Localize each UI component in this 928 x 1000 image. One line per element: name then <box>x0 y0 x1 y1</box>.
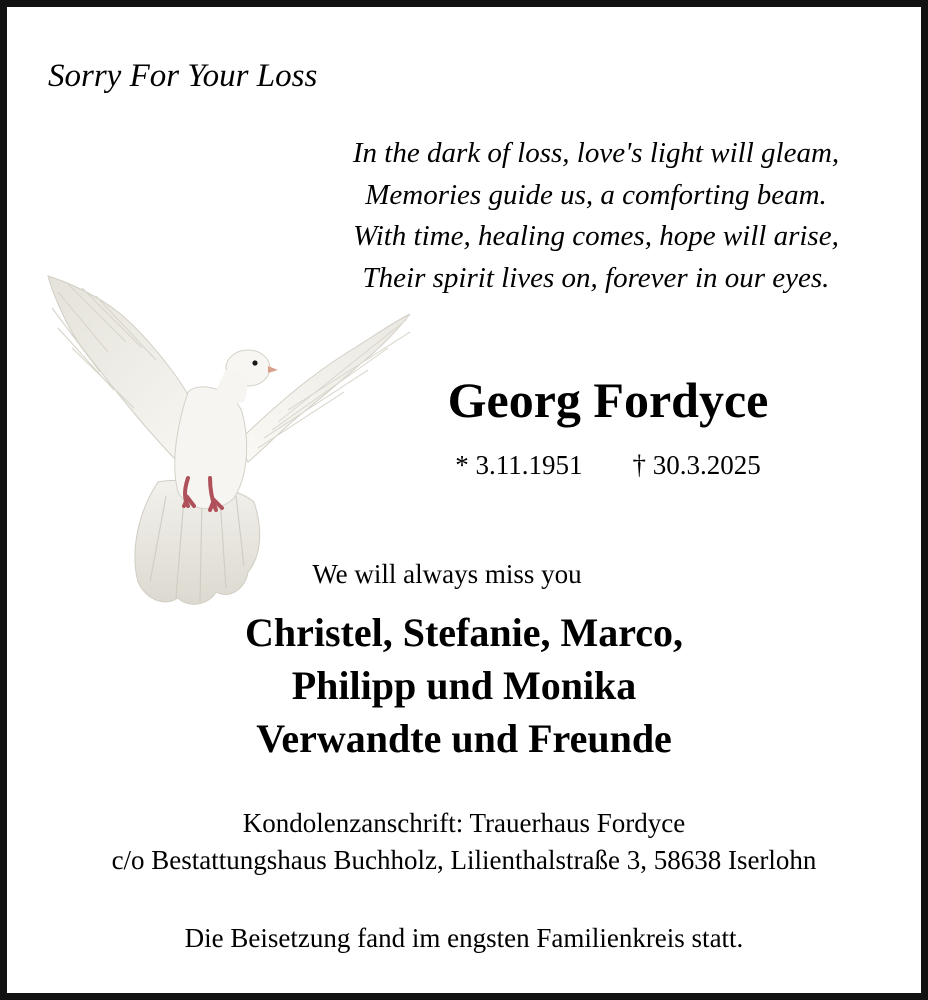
birth-date: * 3.11.1951 <box>455 450 583 480</box>
burial-note: Die Beisetzung fand im engsten Familienkreis statt. <box>184 923 744 953</box>
life-dates <box>380 447 836 483</box>
poem-line: In the dark of loss, love's light will gleam, <box>352 137 840 169</box>
poem-line: Memories guide us, a comforting beam. <box>365 178 827 211</box>
family-line: Verwandte und Freunde <box>256 716 672 761</box>
heading: Sorry For Your Loss <box>48 58 318 94</box>
address-line: Kondolenzanschrift: Trauerhaus Fordyce <box>242 808 686 838</box>
condolence-address <box>0 805 928 879</box>
family-names <box>0 606 928 765</box>
poem-line: With time, healing comes, hope will arise, <box>353 220 839 252</box>
death-date: † 30.3.2025 <box>632 450 761 480</box>
family-line: Christel, Stefanie, Marco, <box>244 610 684 655</box>
family-line: Philipp und Monika <box>291 663 637 708</box>
farewell-text: We will always miss you <box>312 559 582 589</box>
address-line: c/o Bestattungshaus Buchholz, Lilienthalstraße 3, 58638 Iserlohn <box>111 845 817 875</box>
farewell-message <box>0 556 928 592</box>
deceased-name: Georg Fordyce <box>447 372 769 428</box>
poem-line: Their spirit lives on, forever in our eyes. <box>362 261 830 294</box>
